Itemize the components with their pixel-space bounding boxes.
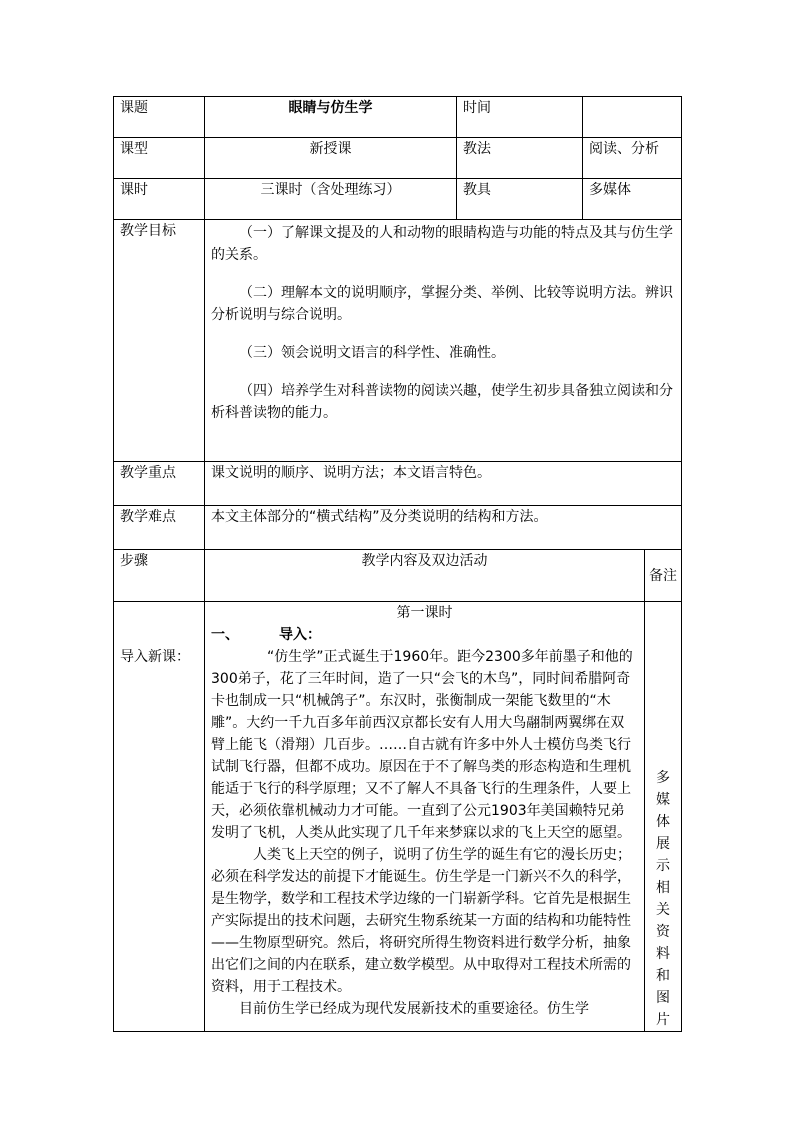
note-char: 关 [656,902,671,918]
tools-label: 教具 [457,179,583,220]
content-label: 教学内容及双边活动 [205,550,645,602]
hours-label: 课时 [114,179,205,220]
lesson-paragraph: 目前仿生学已经成为现代发展新技术的重要途径。仿生学 [239,1001,589,1017]
section-title: 第一课时 [396,605,453,621]
lesson-content [205,602,645,1032]
tools-value: 多媒体 [583,179,682,220]
note-char: 和 [656,968,671,984]
lesson-step-label: 导入新课： [114,602,205,1032]
note-char: 资 [656,924,671,940]
lesson-plan-table [113,96,682,1032]
goals-label: 教学目标 [114,220,205,462]
goal-item: （二）理解本文的说明顺序，掌握分类、举例、比较等说明方法。辨识分析说明与综合说明。 [211,285,673,323]
topic-value: 眼睛与仿生学 [205,97,457,138]
note-char: 媒 [656,792,671,808]
note-char: 展 [656,836,671,852]
lesson-paragraph: “仿生学”正式诞生于1960年。距今2300多年前墨子和他的300弟子，花了三年时间，造了一只“会飞的木鸟”，同时间希腊阿奇卡也制成一只“机械鸽子”。东汉时，张衡制成一架能飞数里的“木雕”。大约一千九百多年前西汉京都长安有人用大鸟翮制两翼绑在双臂上能飞（滑翔）几百步。……自古就有许多中外人士模仿鸟类飞行试制飞行器，但都不成功。原因在于不了解鸟类的形态构造和生理机能适于飞行的科学原理；又不了解人不具备飞行的生理条件，人要上天，必须依靠机械动力才可能。一直到了公元1903年美国赖特兄弟发明了飞机，人类从此实现了几千年来梦寐以求的飞上天空的愿望。 [211,649,633,841]
type-value: 新授课 [205,138,457,179]
method-value: 阅读、分析 [583,138,682,179]
note-char: 相 [656,880,671,896]
time-label: 时间 [457,97,583,138]
lesson-paragraph: 人类飞上天空的例子，说明了仿生学的诞生有它的漫长历史；必须在科学发达的前提下才能诞生。仿生学是一门新兴不久的科学，是生物学，数学和工程技术学边缘的一门崭新学科。它首先是根据生产实际提出的技术问题，去研究生物系统某一方面的结构和功能特性——生物原型研究。然后，将研究所得生物资料进行数学分析，抽象出它们之间的内在联系，建立数学模型。从中取得对工程技术所需的资料，用于工程技术。 [211,847,631,995]
topic-label: 课题 [114,97,205,138]
intro-heading [211,624,638,646]
focus-label: 教学重点 [114,462,205,506]
method-label: 教法 [457,138,583,179]
intro-number: 一、 [211,627,239,643]
note-char: 多 [656,770,671,786]
lesson-note [645,602,682,1032]
note-char: 料 [656,946,671,962]
note-char: 图 [656,990,671,1006]
type-label: 课型 [114,138,205,179]
note-label [645,550,682,602]
difficulty-label: 教学难点 [114,506,205,550]
focus-value: 课文说明的顺序、说明方法；本文语言特色。 [205,462,682,506]
time-value [583,97,682,138]
note-char: 体 [656,814,671,830]
difficulty-value: 本文主体部分的“横式结构”及分类说明的结构和方法。 [205,506,682,550]
goal-item: （一）了解课文提及的人和动物的眼睛构造与功能的特点及其与仿生学的关系。 [211,225,673,263]
goal-item: （三）领会说明文语言的科学性、准确性。 [239,345,505,361]
goals-content [205,220,682,462]
note-char: 示 [656,858,671,874]
note-char: 片 [656,1012,671,1028]
hours-value: 三课时（含处理练习） [205,179,457,220]
intro-title: 导入： [279,627,321,643]
steps-label: 步骤 [114,550,205,602]
note-label-text: 备注 [649,567,678,584]
goal-item: （四）培养学生对科普读物的阅读兴趣，使学生初步具备独立阅读和分析科普读物的能力。 [211,383,673,421]
